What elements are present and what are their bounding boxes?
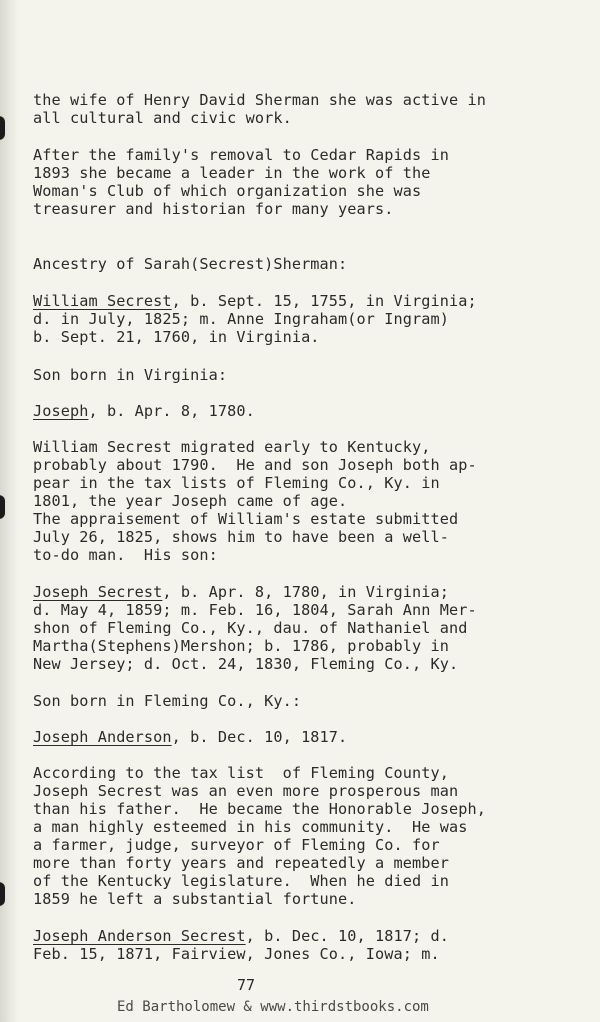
binder-hole	[0, 882, 5, 906]
text-line: William Secrest, b. Sept. 15, 1755, in Virginia;	[33, 292, 477, 310]
text-line: Joseph Secrest, b. Apr. 8, 1780, in Virginia;	[33, 583, 449, 601]
text-line: According to the tax list of Fleming County,	[33, 764, 449, 782]
text-line: d. May 4, 1859; m. Feb. 16, 1804, Sarah Ann Mer-	[33, 601, 477, 619]
text-line: treasurer and historian for many years.	[33, 200, 394, 218]
text-line: b. Sept. 21, 1760, in Virginia.	[33, 328, 320, 346]
text-line: 1859 he left a substantial fortune.	[33, 890, 357, 908]
text-line: a farmer, judge, surveyor of Fleming Co. for	[33, 836, 440, 854]
binder-hole	[0, 495, 5, 519]
source-credit: Ed Bartholomew & www.thirdstbooks.com	[117, 999, 429, 1015]
text-line: Feb. 15, 1871, Fairview, Jones Co., Iowa; m.	[33, 945, 440, 963]
text-line: of the Kentucky legislature. When he died in	[33, 872, 449, 890]
binder-hole	[0, 116, 5, 140]
text-line: 1893 she became a leader in the work of the	[33, 164, 431, 182]
text-line: the wife of Henry David Sherman she was active in	[33, 91, 486, 109]
text-line: William Secrest migrated early to Kentucky,	[33, 438, 431, 456]
text-line: Son born in Virginia:	[33, 366, 228, 384]
text-line: July 26, 1825, shows him to have been a well-	[33, 528, 449, 546]
text-line: New Jersey; d. Oct. 24, 1830, Fleming Co., Ky.	[33, 655, 459, 673]
ancestor-name: Joseph	[33, 402, 89, 420]
text-line: a man highly esteemed in his community. He was	[33, 818, 468, 836]
text-line: pear in the tax lists of Fleming Co., Ky. in	[33, 474, 440, 492]
text-line: Joseph Secrest was an even more prosperous man	[33, 782, 459, 800]
text-line: Joseph Anderson Secrest, b. Dec. 10, 1817; d.	[33, 927, 449, 945]
ancestor-name: Joseph Secrest	[33, 583, 163, 601]
text-line: Joseph Anderson, b. Dec. 10, 1817.	[33, 728, 348, 746]
text-line: The appraisement of William's estate submitted	[33, 510, 459, 528]
ancestor-name: Joseph Anderson	[33, 728, 172, 746]
text-line: Woman's Club of which organization she was	[33, 182, 422, 200]
ancestor-name: William Secrest	[33, 292, 172, 310]
text-line: Joseph, b. Apr. 8, 1780.	[33, 402, 255, 420]
text-line: After the family's removal to Cedar Rapids in	[33, 146, 449, 164]
text-line: Martha(Stephens)Mershon; b. 1786, probably in	[33, 637, 449, 655]
text-line: Son born in Fleming Co., Ky.:	[33, 692, 302, 710]
text-line: 1801, the year Joseph came of age.	[33, 492, 348, 510]
page-number: 77	[237, 976, 256, 994]
text-line: probably about 1790. He and son Joseph both ap-	[33, 456, 477, 474]
text-line: d. in July, 1825; m. Anne Ingraham(or Ingram)	[33, 310, 449, 328]
text-line: more than forty years and repeatedly a member	[33, 854, 449, 872]
text-line: shon of Fleming Co., Ky., dau. of Nathaniel and	[33, 619, 468, 637]
text-line: than his father. He became the Honorable Joseph,	[33, 800, 486, 818]
text-line: to-do man. His son:	[33, 546, 218, 564]
section-heading: Ancestry of Sarah(Secrest)Sherman:	[33, 255, 348, 273]
text-line: all cultural and civic work.	[33, 109, 292, 127]
ancestor-name: Joseph Anderson Secrest	[33, 927, 246, 945]
